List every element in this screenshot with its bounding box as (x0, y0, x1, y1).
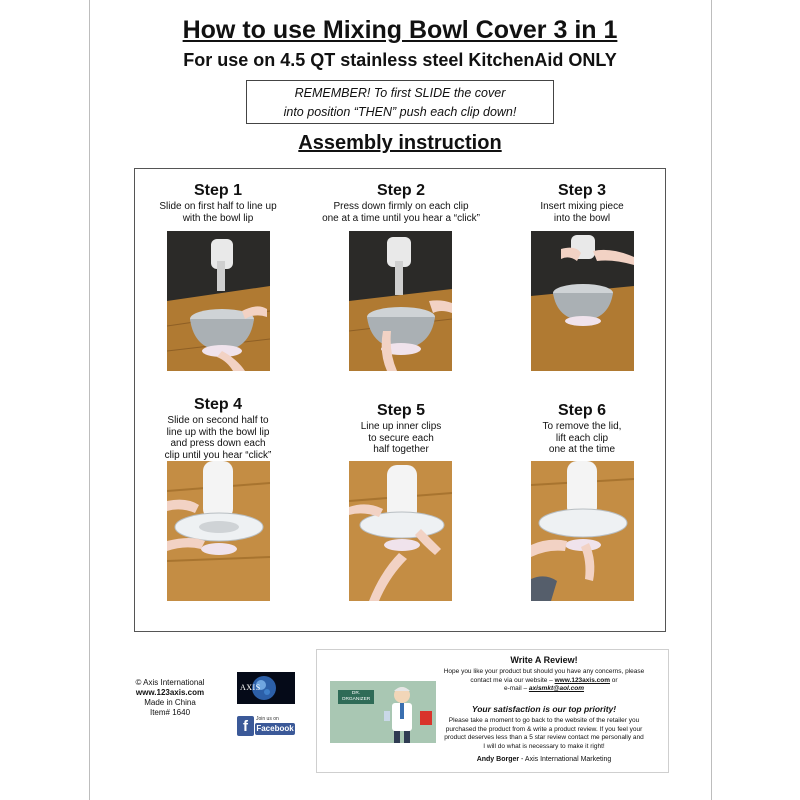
review-line: Hope you like your product but should you have any concerns, please (443, 668, 645, 675)
step-line: Slide on second half to (167, 415, 269, 426)
step-line: line up with the bowl lip (166, 426, 270, 438)
step-line: To remove the lid, (542, 421, 622, 432)
dr-organizer-label: DR. ORGANIZER (338, 690, 374, 704)
review-title: Write A Review! (510, 655, 578, 665)
step-6-photo (531, 461, 634, 601)
made-in-text: Made in China (144, 698, 196, 707)
step-title: Step 1 (193, 182, 242, 199)
review-intro (421, 668, 667, 694)
step-description (492, 201, 672, 224)
website-link[interactable]: www.123axis.com (135, 688, 205, 697)
review-text-part: e-mail – (503, 685, 529, 693)
step-3 (492, 182, 672, 224)
step-line: one at the time (548, 444, 616, 455)
facebook-join-text: Join us on (256, 716, 279, 722)
logo-text: AXIS (240, 683, 261, 692)
signature (421, 756, 667, 763)
assembly-heading: Assembly instruction (298, 132, 502, 154)
reminder-line: REMEMBER! To first SLIDE the cover (294, 86, 506, 100)
page-title: How to use Mixing Bowl Cover 3 in 1 (182, 16, 618, 44)
step-description (311, 421, 491, 456)
step-4-photo (167, 461, 270, 601)
step-line: to secure each (368, 432, 434, 444)
item-number: Item# 1640 (149, 708, 191, 717)
step-1 (128, 182, 308, 224)
step-line: Press down firmly on each clip (333, 201, 469, 212)
reminder-line: into position “THEN” push each clip down! (283, 105, 517, 119)
copyright-text: © Axis International (135, 678, 205, 687)
axis-logo (237, 672, 295, 704)
step-line: Insert mixing piece (540, 201, 624, 212)
step-5-photo (349, 461, 452, 601)
step-description (128, 415, 308, 461)
step-title: Step 5 (376, 402, 425, 419)
email-link[interactable]: axismkt@aol.com (528, 685, 585, 693)
review-line: purchased the product from & write a product review. If you feel your (445, 725, 643, 733)
satisfaction-heading: Your satisfaction is our top priority! (471, 704, 617, 714)
step-description (128, 201, 308, 224)
step-description (311, 201, 491, 224)
review-text-part: or (610, 676, 618, 684)
step-2-photo (349, 231, 452, 371)
step-line: clip until you hear “click” (164, 449, 272, 461)
step-4 (128, 396, 308, 461)
review-line (421, 677, 667, 686)
step-title: Step 6 (557, 402, 606, 419)
facebook-icon: f (237, 716, 254, 736)
step-2 (311, 182, 491, 224)
review-box (316, 649, 669, 773)
dr-organizer-image (330, 681, 436, 743)
review-request (421, 717, 667, 751)
step-line: lift each clip (555, 432, 609, 444)
company-info (122, 678, 218, 718)
step-title: Step 3 (557, 182, 606, 199)
step-title: Step 2 (376, 182, 425, 199)
review-line: product deserves less than a 5 star review contact me personally and (444, 734, 644, 742)
review-text-part: contact me via our website – (470, 676, 555, 684)
reminder-box (246, 80, 554, 124)
step-3-photo (531, 231, 634, 371)
step-line: with the bowl lip (182, 212, 254, 224)
step-title: Step 4 (193, 396, 242, 413)
page-subtitle: For use on 4.5 QT stainless steel KitchenAid ONLY (183, 50, 617, 70)
step-1-photo (167, 231, 270, 371)
website-link[interactable]: www.123axis.com (554, 676, 610, 684)
step-5 (311, 402, 491, 456)
facebook-badge[interactable] (237, 716, 295, 736)
step-line: one at a time until you hear a “click” (322, 212, 480, 224)
step-line: half together (373, 444, 429, 455)
step-description (492, 421, 672, 456)
step-line: into the bowl (553, 212, 611, 224)
facebook-label: Facebook (256, 724, 294, 733)
signature-name: Andy Borger (476, 756, 520, 763)
step-line: and press down each (170, 438, 266, 449)
step-line: Line up inner clips (360, 421, 442, 432)
review-line (421, 685, 667, 694)
step-line: Slide on first half to line up (159, 201, 277, 212)
signature-title: - Axis International Marketing (519, 756, 612, 763)
review-line: Please take a moment to go back to the website of the retailer you (448, 717, 640, 724)
review-line: I will do what is necessary to make it right! (483, 742, 605, 750)
step-6 (492, 402, 672, 456)
